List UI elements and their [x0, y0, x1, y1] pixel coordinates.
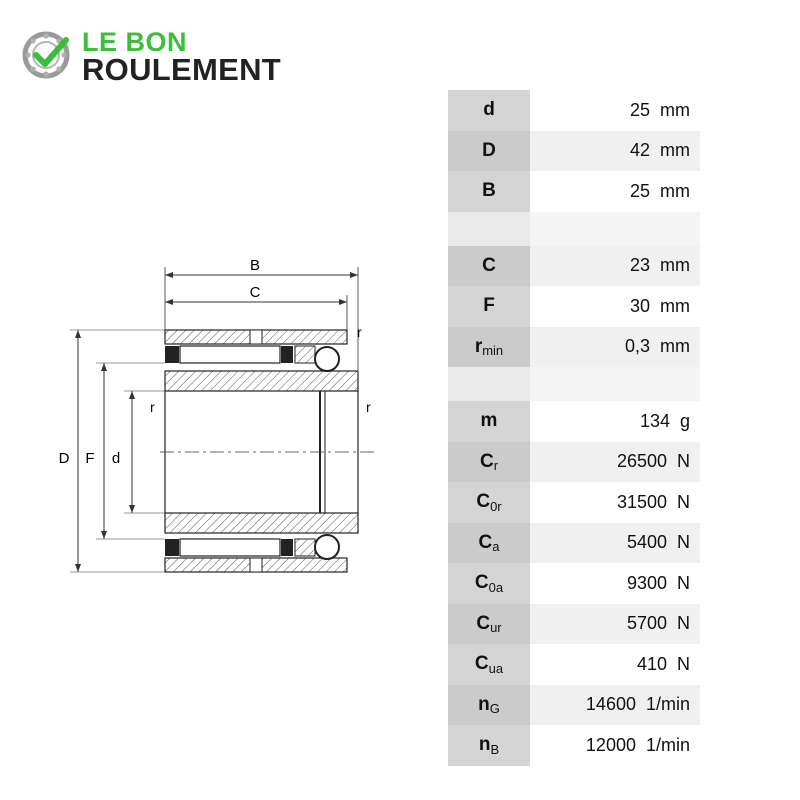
- spec-row: [448, 604, 700, 645]
- spec-value: 410 N: [530, 644, 700, 685]
- spec-value: 42 mm: [530, 131, 700, 172]
- spec-value: 14600 1/min: [530, 685, 700, 726]
- spec-row: [448, 482, 700, 523]
- spec-unit: mm: [660, 140, 690, 161]
- spec-value: 25 mm: [530, 90, 700, 131]
- label-r-right: r: [366, 399, 371, 415]
- spec-row: [448, 725, 700, 766]
- spec-symbol: C $_a$: [448, 523, 530, 564]
- spec-symbol: n $_B$: [448, 725, 530, 766]
- spec-value: 25 mm: [530, 171, 700, 212]
- spec-unit: N: [677, 613, 690, 634]
- spec-symbol: m: [448, 401, 530, 442]
- brand-name-line1: LE BON: [82, 27, 188, 57]
- spec-unit: mm: [660, 255, 690, 276]
- label-d: d: [111, 450, 121, 467]
- spec-symbol: r $_{min}$: [448, 327, 530, 368]
- spec-symbol: C $_{ur}$: [448, 604, 530, 645]
- spec-row: [448, 131, 700, 172]
- label-r-left: r: [150, 399, 155, 415]
- spec-table: [448, 90, 700, 766]
- spec-separator: [448, 367, 700, 401]
- spec-row: [448, 327, 700, 368]
- spec-unit: 1/min: [645, 734, 690, 755]
- spec-symbol: D: [448, 131, 530, 172]
- spec-unit: mm: [660, 99, 690, 120]
- spec-symbol: C $_r$: [448, 442, 530, 483]
- label-B: B: [249, 257, 261, 274]
- spec-row: [448, 442, 700, 483]
- spec-unit: g: [679, 410, 690, 431]
- spec-unit: N: [677, 572, 690, 593]
- spec-symbol: B: [448, 171, 530, 212]
- spec-row: [448, 286, 700, 327]
- brand-name-line2: ROULEMENT: [82, 52, 282, 87]
- spec-row: [448, 685, 700, 726]
- spec-value: 23 mm: [530, 246, 700, 287]
- spec-value: 30 mm: [530, 286, 700, 327]
- spec-row: [448, 90, 700, 131]
- label-r-top: r: [357, 324, 362, 340]
- label-F: F: [85, 450, 95, 467]
- spec-value: 5700 N: [530, 604, 700, 645]
- spec-row: [448, 171, 700, 212]
- bearing-section-drawing: [50, 245, 390, 585]
- spec-row: [448, 563, 700, 604]
- spec-value: 12000 1/min: [530, 725, 700, 766]
- spec-unit: N: [677, 451, 690, 472]
- spec-value: 0,3 mm: [530, 327, 700, 368]
- label-C: C: [249, 284, 261, 301]
- spec-row: [448, 246, 700, 287]
- spec-symbol: C: [448, 246, 530, 287]
- spec-value: 31500 N: [530, 482, 700, 523]
- spec-unit: 1/min: [645, 694, 690, 715]
- spec-symbol: C $_{0r}$: [448, 482, 530, 523]
- spec-unit: mm: [660, 180, 690, 201]
- spec-value: 26500 N: [530, 442, 700, 483]
- spec-unit: N: [677, 532, 690, 553]
- spec-symbol: F: [448, 286, 530, 327]
- spec-unit: mm: [660, 336, 690, 357]
- brand-logo: [22, 24, 312, 87]
- spec-unit: N: [677, 653, 690, 674]
- spec-row: [448, 644, 700, 685]
- spec-separator: [448, 212, 700, 246]
- spec-symbol: C $_{0a}$: [448, 563, 530, 604]
- spec-symbol: C $_{ua}$: [448, 644, 530, 685]
- spec-unit: mm: [660, 295, 690, 316]
- spec-symbol: d: [448, 90, 530, 131]
- spec-row: [448, 401, 700, 442]
- spec-value: 134 g: [530, 401, 700, 442]
- spec-unit: N: [677, 491, 690, 512]
- spec-value: 9300 N: [530, 563, 700, 604]
- label-D: D: [58, 450, 70, 467]
- spec-row: [448, 523, 700, 564]
- spec-symbol: n $_G$: [448, 685, 530, 726]
- spec-value: 5400 N: [530, 523, 700, 564]
- bearing-check-icon: [22, 28, 76, 82]
